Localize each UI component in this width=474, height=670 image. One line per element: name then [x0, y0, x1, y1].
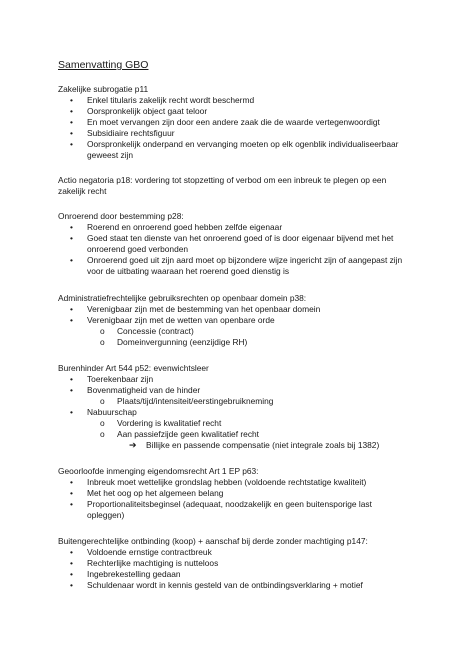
list-item-continuation [58, 266, 458, 277]
list-item: • Inbreuk moet wettelijke grondslag hebben (voldoende rechtstatige kwaliteit) [58, 477, 458, 488]
section-heading: Administratiefrechtelijke gebruiksrechten op openbaar domein p38: [58, 293, 307, 303]
section-heading: Geoorloofde inmenging eigendomsrecht Art 1 EP p63: [58, 466, 259, 476]
list-item: • Roerend en onroerend goed hebben zelfde eigenaar [58, 222, 458, 233]
bullet-list [58, 304, 458, 348]
list-item: • Enkel titularis zakelijk recht wordt beschermd [58, 95, 458, 106]
list-item-text: onroerend goed verbonden [87, 244, 189, 254]
bullet-list [58, 477, 458, 521]
bullet-list [58, 547, 458, 591]
section-burenhinder [58, 363, 458, 451]
list-item: • Met het oog op het algemeen belang [58, 488, 458, 499]
section-zakelijke-subrogatie [58, 84, 458, 161]
sub-list-item: o Domeinvergunning (eenzijdige RH) [58, 337, 458, 348]
list-item-continuation [58, 244, 458, 255]
list-item: • Goed staat ten dienste van het onroerend goed of is door eigenaar bijvend met het [58, 233, 458, 244]
list-item-continuation [58, 150, 458, 161]
section-buitengerechtelijke-ontbinding [58, 536, 458, 591]
section-heading: Zakelijke subrogatie p11 [58, 84, 149, 94]
list-item: • En moet vervangen zijn door een andere zaak die de waarde vertegenwoordigt [58, 117, 458, 128]
list-item: • Ingebrekestelling gedaan [58, 569, 458, 580]
list-item: • Voldoende ernstige contractbreuk [58, 547, 458, 558]
list-item-text: voor de uitbating waaraan het roerend goed dienstig is [87, 266, 290, 276]
list-item: • Onroerend goed uit zijn aard moet op bijzondere wijze ingericht zijn of aangepast zijn [58, 255, 458, 266]
section-heading: Onroerend door bestemming p28: [58, 211, 184, 221]
list-item: • Verenigbaar zijn met de bestemming van het openbaar domein [58, 304, 458, 315]
bullet-list [58, 222, 458, 277]
section-geoorloofde-inmenging [58, 466, 458, 521]
list-item: • Proportionaliteitsbeginsel (adequaat, noodzakelijk en geen buitensporige last [58, 499, 458, 510]
list-item: • Schuldenaar wordt in kennis gesteld van de ontbindingsverklaring + motief [58, 580, 458, 591]
list-item: • Subsidiaire rechtsfiguur [58, 128, 458, 139]
sub-list-item: o Concessie (contract) [58, 326, 458, 337]
list-item: • Bovenmatigheid van de hinder [58, 385, 458, 396]
page-title: Samenvatting GBO [58, 59, 149, 71]
list-item: • Nabuurschap [58, 407, 458, 418]
list-item-text: geweest zijn [87, 150, 134, 160]
section-heading: Burenhinder Art 544 p52: evenwichtsleer [58, 363, 209, 373]
list-item-text: opleggen) [87, 510, 125, 520]
sub-list-item: o Aan passiefzijde geen kwalitatief recht [58, 429, 458, 440]
arrow-list-item [58, 440, 458, 451]
sub-list-item: o Vordering is kwalitatief recht [58, 418, 458, 429]
section-heading: Buitengerechtelijke ontbinding (koop) + aanschaf bij derde zonder machtiging p147: [58, 536, 368, 546]
list-item: • Toerekenbaar zijn [58, 374, 458, 385]
section-actio-negatoria [58, 175, 458, 197]
section-administratiefrechtelijke [58, 293, 458, 348]
arrow-item-text: Billijke en passende compensatie (niet integrale zoals bij 1382) [146, 440, 380, 450]
section-heading: Actio negatoria p18: vordering tot stopzetting of verbod om een inbreuk te plegen op een [58, 175, 387, 185]
list-item: • Verenigbaar zijn met de wetten van openbare orde [58, 315, 458, 326]
section-onroerend-door-bestemming [58, 211, 458, 277]
list-item: • Rechterlijke machtiging is nutteloos [58, 558, 458, 569]
list-item-continuation [58, 510, 458, 521]
sub-list-item: o Plaats/tijd/intensiteit/eerstingebruikneming [58, 396, 458, 407]
bullet-list [58, 95, 458, 161]
arrow-right-icon: ➔ [129, 440, 137, 450]
section-heading-continuation: zakelijk recht [58, 186, 107, 196]
list-item: • Oorspronkelijk onderpand en vervanging moeten op elk ogenblik individualiseerbaar [58, 139, 458, 150]
list-item: • Oorspronkelijk object gaat teloor [58, 106, 458, 117]
bullet-list [58, 374, 458, 451]
